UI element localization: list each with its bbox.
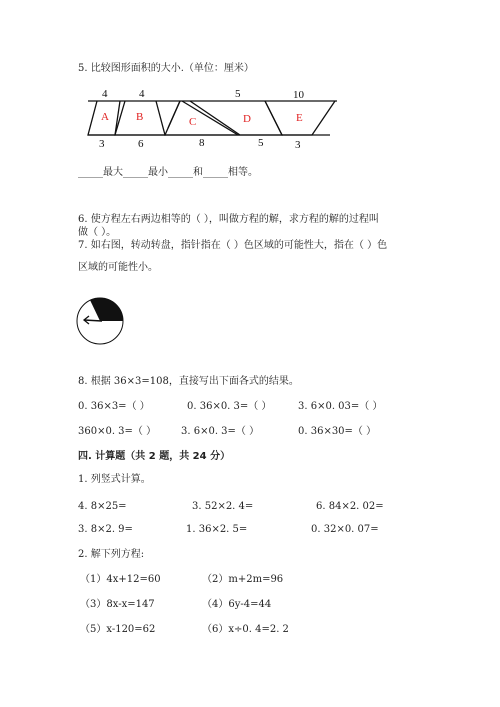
top-number: 4	[102, 88, 108, 100]
q7-line1: 7. 如右图，转动转盘，指针指在（ ）色区域的可能性大，指在（ ）色	[78, 240, 388, 251]
shape-label: B	[136, 111, 144, 123]
q8-title: 8. 根据 36×3=108，直接写出下面各式的结果。	[78, 376, 299, 387]
calc-item: 0. 32×0. 07=	[311, 524, 379, 535]
shape-label: C	[189, 116, 197, 128]
bottom-number: 3	[99, 138, 105, 150]
calc-title: 1. 列竖式计算。	[78, 474, 151, 485]
equation-item: （6）x÷0. 4=2. 2	[202, 624, 289, 635]
q5-title: 5. 比较图形面积的大小.（单位：厘米）	[78, 63, 254, 74]
q8-item: 0. 36×3=（ ）	[78, 401, 150, 412]
equation-item: （1）4x+12=60	[80, 574, 161, 585]
bottom-number: 5	[258, 137, 264, 149]
bottom-number: 6	[138, 138, 144, 150]
q8-item: 360×0. 3=（ ）	[78, 426, 157, 437]
calc-item: 3. 52×2. 4=	[192, 501, 254, 512]
bottom-number: 8	[199, 137, 205, 149]
top-number: 4	[139, 88, 145, 100]
equation-item: （3）8x-x=147	[80, 599, 155, 610]
calc-item: 6. 84×2. 02=	[316, 501, 384, 512]
equation-item: （5）x-120=62	[80, 624, 156, 635]
calc-item: 3. 8×2. 9=	[78, 524, 133, 535]
q5-answer-line: _____最大_____最小_____和_____相等。	[78, 167, 258, 178]
q8-item: 3. 6×0. 03=（ ）	[298, 401, 383, 412]
section-heading: 四. 计算题（共 2 题，共 24 分）	[78, 451, 231, 462]
equation-item: （2）m+2m=96	[202, 574, 284, 585]
shape-label: E	[296, 112, 303, 124]
shape-label: A	[101, 111, 109, 123]
q6-line1: 6. 使方程左右两边相等的（ ），叫做方程的解，求方程的解的过程叫	[78, 214, 379, 225]
q8-item: 0. 36×30=（ ）	[298, 426, 377, 437]
calc-item: 4. 8×25=	[78, 501, 127, 512]
shape-label: D	[243, 113, 251, 125]
shapes-figure	[0, 0, 500, 170]
equation-title: 2. 解下列方程:	[78, 549, 145, 560]
q6-line2: 做（ ）。	[78, 227, 117, 238]
equation-item: （4）6y-4=44	[202, 599, 272, 610]
q8-item: 0. 36×0. 3=（ ）	[187, 401, 272, 412]
top-number: 10	[293, 89, 304, 101]
bottom-number: 3	[295, 139, 301, 151]
q7-line2: 区域的可能性小。	[78, 262, 158, 273]
spinner-pointer	[84, 320, 102, 321]
calc-item: 1. 36×2. 5=	[186, 524, 248, 535]
spinner-figure	[72, 296, 130, 348]
top-number: 5	[235, 88, 241, 100]
q8-item: 3. 6×0. 3=（ ）	[181, 426, 260, 437]
